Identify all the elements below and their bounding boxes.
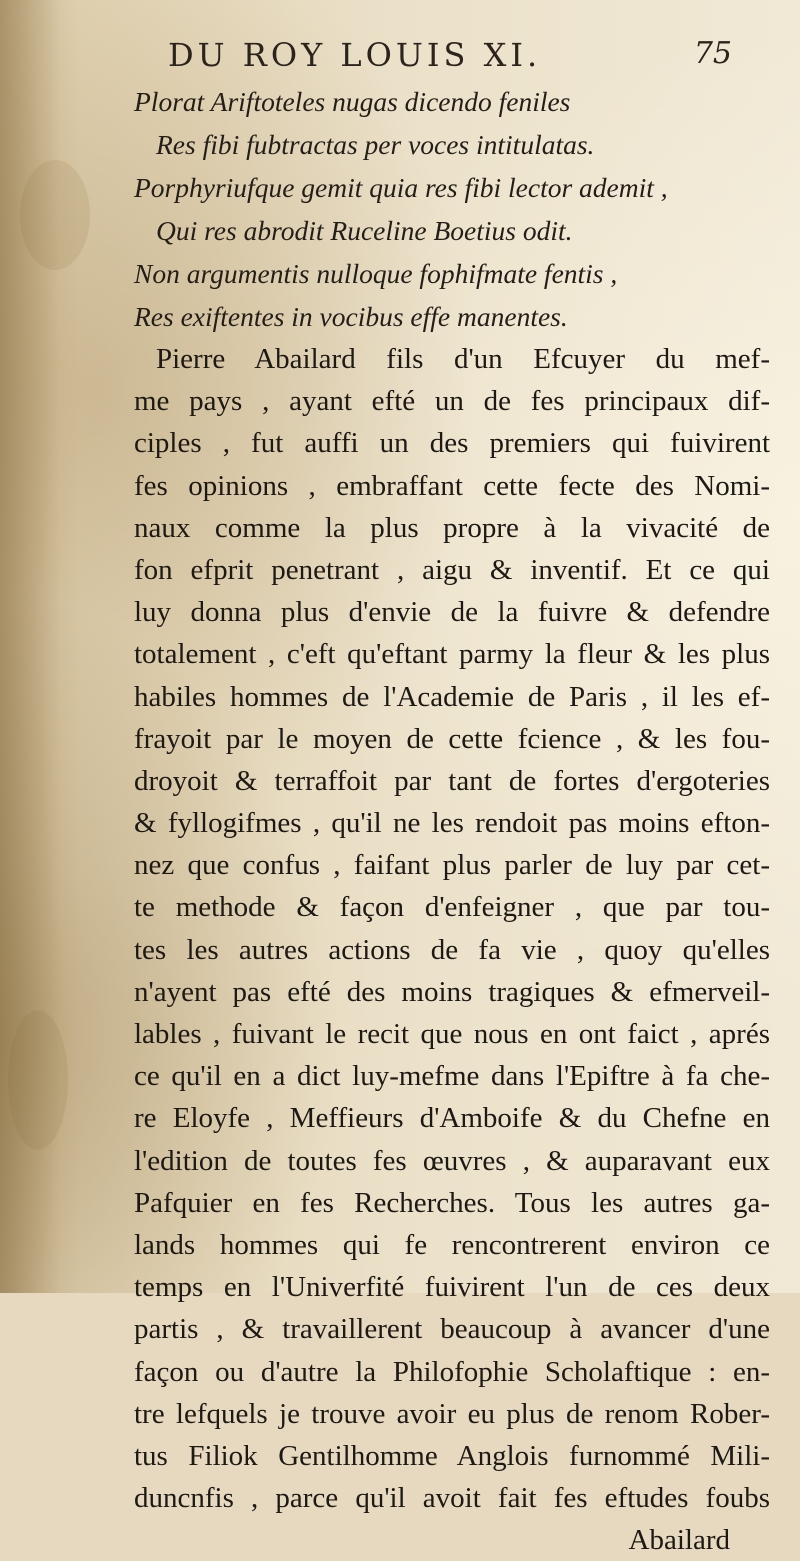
text-line: lables , fuivant le recit que nous en ont faict , aprés xyxy=(134,1018,770,1050)
text-line: lands hommes qui fe rencontrerent environ ce xyxy=(134,1228,770,1261)
text-line: & fyllogifmes , qu'il ne les rendoit pas moins efton- xyxy=(134,807,770,840)
verse-line: Qui res abrodit Ruceline Boetius odit. xyxy=(156,215,573,246)
verse-line: Res fibi fubtractas per voces intitulatas. xyxy=(156,129,595,160)
page-number: 75 xyxy=(693,36,732,71)
text-line: l'edition de toutes fes œuvres , & auparavant eux xyxy=(134,1144,770,1177)
body-text xyxy=(134,338,770,1561)
text-line: tre lefquels je trouve avoir eu plus de renom Rober- xyxy=(134,1397,770,1430)
catchword: Abailard xyxy=(628,1524,730,1557)
verse-line: Porphyriufque gemit quia res fibi lector ademit , xyxy=(134,172,668,203)
text-line: habiles hommes de l'Academie de Paris , il les ef- xyxy=(134,680,770,713)
text-line: totalement , c'eft qu'eftant parmy la fleur & les plus xyxy=(134,638,770,671)
text-line: Pafquier en fes Recherches. Tous les autres ga- xyxy=(134,1186,770,1219)
text-line: tes les autres actions de fa vie , quoy qu'elles xyxy=(134,933,770,966)
text-line: ciples , fut auffi un des premiers qui fuivirent xyxy=(134,427,770,460)
text-line: fes opinions , embraffant cette fecte des Nomi- xyxy=(134,469,770,502)
text-line: temps en l'Univerfité fuivirent l'un de ces deux xyxy=(134,1271,770,1304)
text-line: naux comme la plus propre à la vivacité de xyxy=(134,511,770,544)
text-line: partis , & travaillerent beaucoup à avancer d'une xyxy=(134,1313,770,1346)
paper-stain xyxy=(20,160,90,270)
text-line: me pays , ayant efté un de fes principaux dif- xyxy=(134,385,770,418)
verse-line: Plorat Ariftoteles nugas dicendo feniles xyxy=(134,86,571,117)
text-line: tus Filiok Gentilhomme Anglois furnommé Mili- xyxy=(134,1439,770,1472)
text-line: Pierre Abailard fils d'un Efcuyer du mef- xyxy=(156,343,770,375)
text-line: frayoit par le moyen de cette fcience , & les fou- xyxy=(134,722,770,755)
text-line: luy donna plus d'envie de la fuivre & defendre xyxy=(134,596,770,629)
verse-line: Non argumentis nulloque fophifmate fentis , xyxy=(134,258,618,289)
latin-verse xyxy=(134,80,774,338)
text-line: ce qu'il en a dict luy-mefme dans l'Epiftre à fa che- xyxy=(134,1060,770,1093)
text-line: te methode & façon d'enfeigner , que par tou- xyxy=(134,891,770,924)
text-line: duncnfis , parce qu'il avoit fait fes eftudes foubs xyxy=(134,1482,770,1515)
paper-stain xyxy=(8,1010,68,1150)
text-line: nez que confus , faifant plus parler de luy par cet- xyxy=(134,849,770,882)
text-line: façon ou d'autre la Philofophie Scholaftique : en- xyxy=(134,1355,770,1388)
running-head: DU ROY LOUIS XI. xyxy=(168,36,542,74)
text-line: n'ayent pas efté des moins tragiques & efmerveil- xyxy=(134,975,770,1008)
text-line: re Eloyfe , Meffieurs d'Amboife & du Chefne en xyxy=(134,1102,770,1135)
verse-line: Res exiftentes in vocibus effe manentes. xyxy=(134,301,568,332)
text-line: fon efprit penetrant , aigu & inventif. Et ce qui xyxy=(134,553,770,586)
text-line: droyoit & terraffoit par tant de fortes d'ergoteries xyxy=(134,764,770,797)
page-header xyxy=(108,36,768,80)
